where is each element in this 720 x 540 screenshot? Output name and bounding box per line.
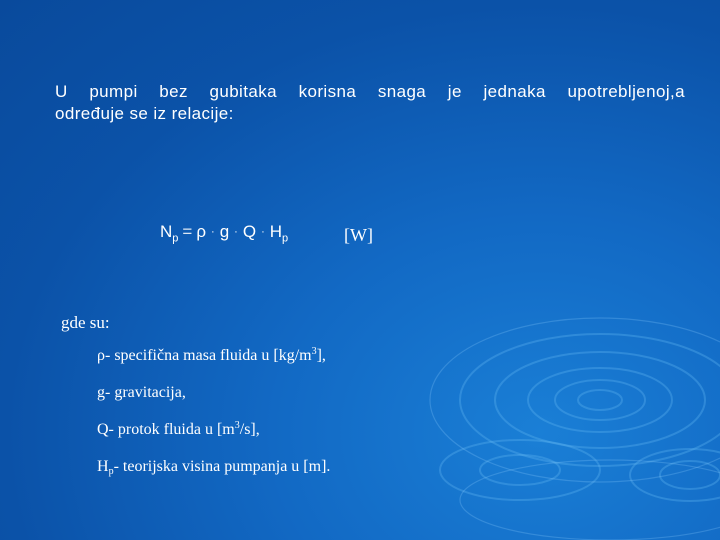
formula-q: Q [242,222,257,241]
h-subscript: p [108,466,114,477]
q-unit-exponent: 3 [234,420,240,431]
formula-unit: [W] [344,225,373,245]
formula-equals: = [182,222,193,241]
formula-dot-2: · [234,226,238,238]
h-symbol: H [97,458,109,475]
rho-symbol: ρ [97,347,105,364]
formula-h: H [269,222,283,241]
formula-rho: ρ [196,222,207,241]
definition-g: g- gravitacija, [97,384,186,401]
definitions-list [97,345,330,493]
formula-g: g [219,222,230,241]
intro-line-1: U pumpi bez gubitaka korisna snaga je jednaka upotrebljenoj,a [55,82,685,101]
rho-unit-exponent: 3 [311,346,317,357]
formula-h-subscript: p [282,232,289,245]
rho-text-end: ], [316,347,326,364]
definition-q [97,419,330,456]
q-text-end: /s], [239,421,260,438]
definition-rho [97,345,330,382]
intro-text [55,81,685,125]
formula-dot-1: · [211,226,215,238]
intro-line-2: određuje se iz relacije: [55,104,234,123]
h-text: - teorijska visina pumpanja u [m]. [113,458,331,475]
formula-lhs: N [160,222,173,241]
definition-h [97,456,330,493]
definitions-intro: gde su: [61,313,110,332]
formula-dot-3: · [261,226,265,238]
formula-lhs-subscript: p [172,232,179,245]
q-text: Q- protok fluida u [m [97,421,235,438]
power-formula [160,222,288,244]
rho-text: - specifična masa fluida u [kg/m [104,347,312,364]
